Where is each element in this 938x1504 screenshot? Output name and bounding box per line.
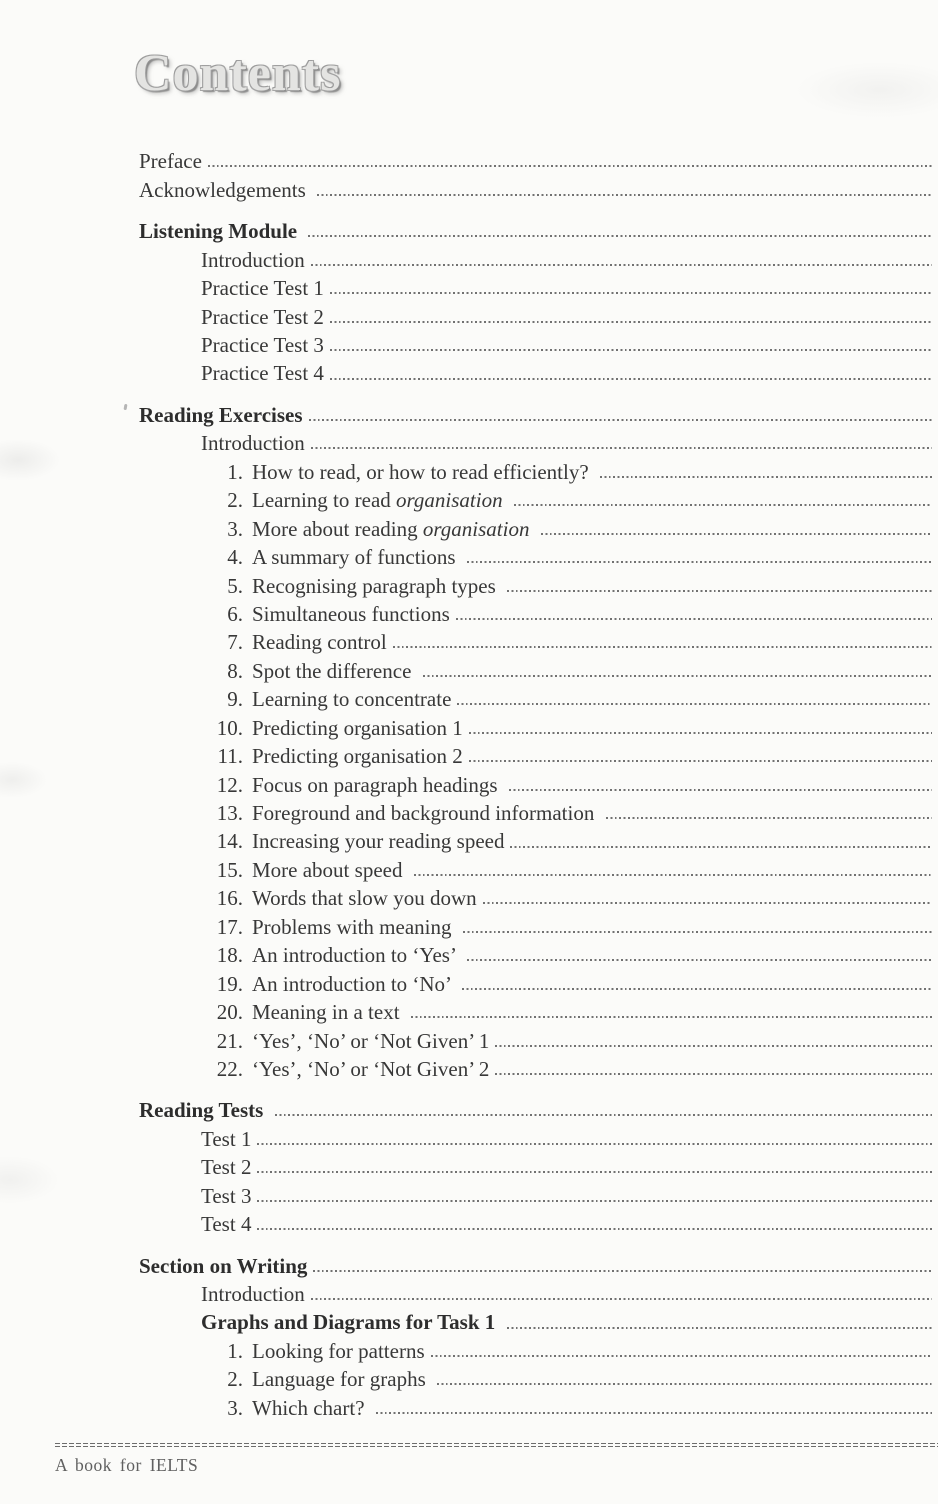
dot-leader xyxy=(600,476,932,478)
toc-entry xyxy=(139,271,932,299)
dot-leader xyxy=(414,874,932,876)
toc-entry-number: 18. xyxy=(216,943,243,968)
toc-entry-label: Reading Exercises xyxy=(139,402,303,427)
toc-entry xyxy=(139,796,932,824)
dot-leader xyxy=(257,1228,932,1230)
toc-entry-label: Problems with meaning xyxy=(252,914,457,939)
toc-entry-label: Graphs and Diagrams for Task 1 xyxy=(201,1310,501,1335)
dot-leader xyxy=(330,292,932,294)
toc-entry xyxy=(139,1362,932,1390)
toc-entry xyxy=(139,767,932,795)
dot-leader xyxy=(541,533,932,535)
toc-entry xyxy=(139,299,932,327)
dot-leader xyxy=(431,1355,932,1357)
dot-leader xyxy=(257,1143,932,1145)
toc-entry xyxy=(139,881,932,909)
toc-entry-label: Simultaneous functions xyxy=(252,601,450,626)
toc-entry xyxy=(139,328,932,356)
toc-entry xyxy=(139,966,932,994)
toc-entry-label: How to read, or how to read efficiently? xyxy=(252,459,594,484)
toc-entry xyxy=(139,214,932,242)
dot-leader xyxy=(313,1270,932,1272)
toc-entry xyxy=(139,398,932,426)
dot-leader xyxy=(462,988,932,990)
toc-entry-label: Practice Test 3 xyxy=(201,333,324,358)
toc-entry xyxy=(139,242,932,270)
dot-leader xyxy=(423,675,932,677)
dot-leader xyxy=(257,1200,932,1202)
toc-entry-number: 15. xyxy=(216,857,243,882)
toc-entry-label: Learning to read xyxy=(252,488,397,513)
toc-entry xyxy=(139,597,932,625)
toc-entry xyxy=(139,710,932,738)
toc-entry xyxy=(139,739,932,767)
book-title-footer: A book for IELTS xyxy=(55,1455,199,1475)
toc-entry-label: Looking for patterns xyxy=(252,1338,425,1363)
toc-entry-label: Which chart? xyxy=(252,1395,370,1420)
toc-entry-label: Meaning in a text xyxy=(252,1000,405,1025)
toc-entry xyxy=(139,454,932,482)
toc-entry-label: Practice Test 1 xyxy=(201,276,324,301)
dot-leader xyxy=(257,1171,932,1173)
toc-entry-label: ‘Yes’, ‘No’ or ‘Not Given’ 2 xyxy=(252,1056,490,1081)
toc-entry-label: Reading control xyxy=(252,630,387,655)
toc-entry xyxy=(139,540,932,568)
toc-entry xyxy=(139,995,932,1023)
toc-entry-number: 14. xyxy=(216,829,243,854)
toc-entry-label: Spot the difference xyxy=(252,658,417,683)
toc-entry xyxy=(139,144,932,172)
toc-entry-number: 10. xyxy=(216,715,243,740)
toc-entry-label: Introduction xyxy=(201,247,305,272)
toc-entry xyxy=(139,568,932,596)
toc-entry-label: More about reading xyxy=(252,516,423,541)
toc-entry xyxy=(139,1390,932,1418)
toc-entry-label: Predicting organisation 2 xyxy=(252,744,463,769)
toc-entry xyxy=(139,172,932,200)
toc-entry xyxy=(139,909,932,937)
toc-entry-number: 2. xyxy=(227,488,243,513)
toc-entry-number: 11. xyxy=(217,744,243,769)
toc-entry xyxy=(139,1248,932,1276)
toc-entry-number: 1. xyxy=(227,1338,243,1363)
footer-divider xyxy=(55,1443,938,1447)
dot-leader xyxy=(317,194,932,196)
toc-entry xyxy=(139,1121,932,1149)
toc-entry xyxy=(139,653,932,681)
toc-entry xyxy=(139,682,932,710)
toc-entry-label: Test 4 xyxy=(201,1212,252,1237)
toc-entry xyxy=(139,853,932,881)
dot-leader xyxy=(509,789,932,791)
toc-entry-label: Focus on paragraph headings xyxy=(252,772,503,797)
toc-entry-number: 22. xyxy=(216,1056,243,1081)
toc-entry-number: 1. xyxy=(227,459,243,484)
toc-entry xyxy=(139,824,932,852)
toc-entry-number: 21. xyxy=(216,1028,243,1053)
toc-entry-number: 3. xyxy=(227,516,243,541)
toc-entry-label: Foreground and background information xyxy=(252,801,600,826)
dot-leader xyxy=(311,447,932,449)
toc-entry xyxy=(139,1093,932,1121)
toc-entry-number: 4. xyxy=(227,545,243,570)
dot-leader xyxy=(469,732,932,734)
dot-leader xyxy=(457,703,932,705)
toc-entry-label: Language for graphs xyxy=(252,1367,432,1392)
dot-leader xyxy=(469,760,932,762)
dot-leader xyxy=(411,1016,932,1018)
dot-leader xyxy=(330,349,932,351)
toc-entry xyxy=(139,1178,932,1206)
toc-entry-label: A summary of functions xyxy=(252,545,461,570)
dot-leader xyxy=(208,165,932,167)
dot-leader xyxy=(507,1327,932,1329)
toc-entry xyxy=(139,426,932,454)
toc-entry xyxy=(139,1023,932,1051)
dot-leader xyxy=(376,1412,932,1414)
dot-leader xyxy=(311,1298,932,1300)
toc-entry-number: 19. xyxy=(216,971,243,996)
toc-entry-number: 17. xyxy=(216,914,243,939)
toc-entry-number: 6. xyxy=(227,601,243,626)
toc-entry-label-italic: organisation xyxy=(396,488,508,513)
dot-leader xyxy=(330,378,932,380)
toc-entry-number: 20. xyxy=(216,1000,243,1025)
dot-leader xyxy=(330,321,932,323)
toc-entry-label: Practice Test 2 xyxy=(201,304,324,329)
dot-leader xyxy=(308,235,932,237)
toc-entry-label: Section on Writing xyxy=(139,1253,308,1278)
toc-entry-label: Preface xyxy=(139,149,202,174)
dot-leader xyxy=(456,618,932,620)
toc-entry-label: Increasing your reading speed xyxy=(252,829,505,854)
toc-entry-label: Introduction xyxy=(201,1282,305,1307)
dot-leader xyxy=(514,504,932,506)
toc-entry-number: 7. xyxy=(227,630,243,655)
toc-entry xyxy=(139,938,932,966)
toc-entry-label: Introduction xyxy=(201,431,305,456)
toc-entry-label: An introduction to ‘No’ xyxy=(252,971,456,996)
toc-entry-label: Acknowledgements xyxy=(139,177,312,202)
dot-leader xyxy=(606,817,932,819)
toc-entry-label: Test 3 xyxy=(201,1183,252,1208)
toc-entry-label: Test 1 xyxy=(201,1126,252,1151)
toc-entry-number: 9. xyxy=(227,687,243,712)
toc-entry xyxy=(139,1334,932,1362)
toc-entry-number: 8. xyxy=(227,658,243,683)
toc-entry-label: Learning to concentrate xyxy=(252,687,452,712)
scan-speck xyxy=(124,404,128,410)
toc-entry xyxy=(139,483,932,511)
toc-entry xyxy=(139,1277,932,1305)
toc-entry-number: 13. xyxy=(216,801,243,826)
dot-leader xyxy=(463,931,932,933)
dot-leader xyxy=(275,1114,932,1116)
toc-entry-label: Reading Tests xyxy=(139,1098,269,1123)
toc-entry-label: Test 2 xyxy=(201,1155,252,1180)
dot-leader xyxy=(483,902,932,904)
toc-entry xyxy=(139,356,932,384)
toc-entry-label: Practice Test 4 xyxy=(201,361,324,386)
toc-entry xyxy=(139,1207,932,1235)
toc-entry xyxy=(139,1150,932,1178)
page-title: Contents xyxy=(134,45,342,102)
toc-entry-label-italic: organisation xyxy=(422,516,535,541)
dot-leader xyxy=(507,590,932,592)
toc-entry-number: 5. xyxy=(227,573,243,598)
toc-entry-label: More about speed xyxy=(252,857,408,882)
toc-entry xyxy=(139,625,932,653)
dot-leader xyxy=(495,1045,932,1047)
dot-leader xyxy=(437,1383,932,1385)
toc-entry-label: ‘Yes’, ‘No’ or ‘Not Given’ 1 xyxy=(252,1028,490,1053)
toc-entry xyxy=(139,1305,932,1333)
toc-entry-number: 2. xyxy=(227,1367,243,1392)
table-of-contents xyxy=(139,144,932,1419)
dot-leader xyxy=(495,1073,932,1075)
dot-leader xyxy=(393,646,932,648)
toc-entry-number: 16. xyxy=(216,886,243,911)
dot-leader xyxy=(311,264,932,266)
toc-entry xyxy=(139,1052,932,1080)
dot-leader xyxy=(467,561,932,563)
toc-entry-label: Predicting organisation 1 xyxy=(252,715,463,740)
dot-leader xyxy=(510,846,932,848)
toc-entry-label: Words that slow you down xyxy=(252,886,477,911)
toc-entry-number: 12. xyxy=(216,772,243,797)
dot-leader xyxy=(467,959,932,961)
toc-entry-number: 3. xyxy=(227,1395,243,1420)
toc-entry xyxy=(139,511,932,539)
toc-entry-label: Recognising paragraph types xyxy=(252,573,502,598)
toc-entry-label: An introduction to ‘Yes’ xyxy=(252,943,461,968)
toc-entry-label: Listening Module xyxy=(139,219,303,244)
dot-leader xyxy=(309,419,932,421)
